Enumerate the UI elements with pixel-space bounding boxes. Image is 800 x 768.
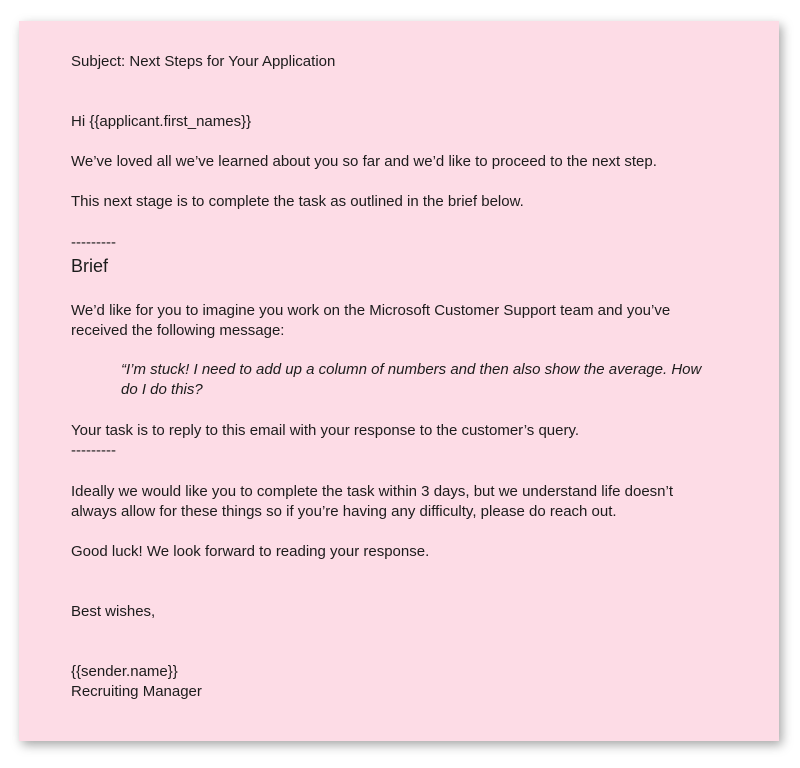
brief-intro: We’d like for you to imagine you work on the Microsoft Customer Support team and you’ve received the following message: [71, 302, 675, 339]
email-signoff: Best wishes, [71, 603, 156, 620]
email-paragraph-good-luck: Good luck! We look forward to reading your response. [71, 543, 430, 560]
email-paragraph-deadline: Ideally we would like you to complete the task within 3 days, but we understand life doesn’t always allow for these things so if you’re having any difficulty, please do reach out. [71, 483, 678, 520]
sender-name: {{sender.name}} [71, 663, 178, 680]
divider-bottom: --------- [71, 442, 116, 459]
email-paragraph-next-stage: This next stage is to complete the task as outlined in the brief below. [71, 193, 524, 210]
divider-top: --------- [71, 234, 116, 251]
email-card [19, 21, 779, 741]
email-greeting: Hi {{applicant.first_names}} [71, 113, 252, 130]
sender-title: Recruiting Manager [71, 683, 202, 700]
customer-quote: “I’m stuck! I need to add up a column of numbers and then also show the average. How do I do this? [121, 361, 706, 398]
email-paragraph-intro: We’ve loved all we’ve learned about you so far and we’d like to proceed to the next step. [71, 153, 657, 170]
email-subject: Subject: Next Steps for Your Application [71, 53, 336, 70]
task-description: Your task is to reply to this email with your response to the customer’s query. [71, 422, 580, 439]
brief-heading: Brief [71, 256, 109, 276]
